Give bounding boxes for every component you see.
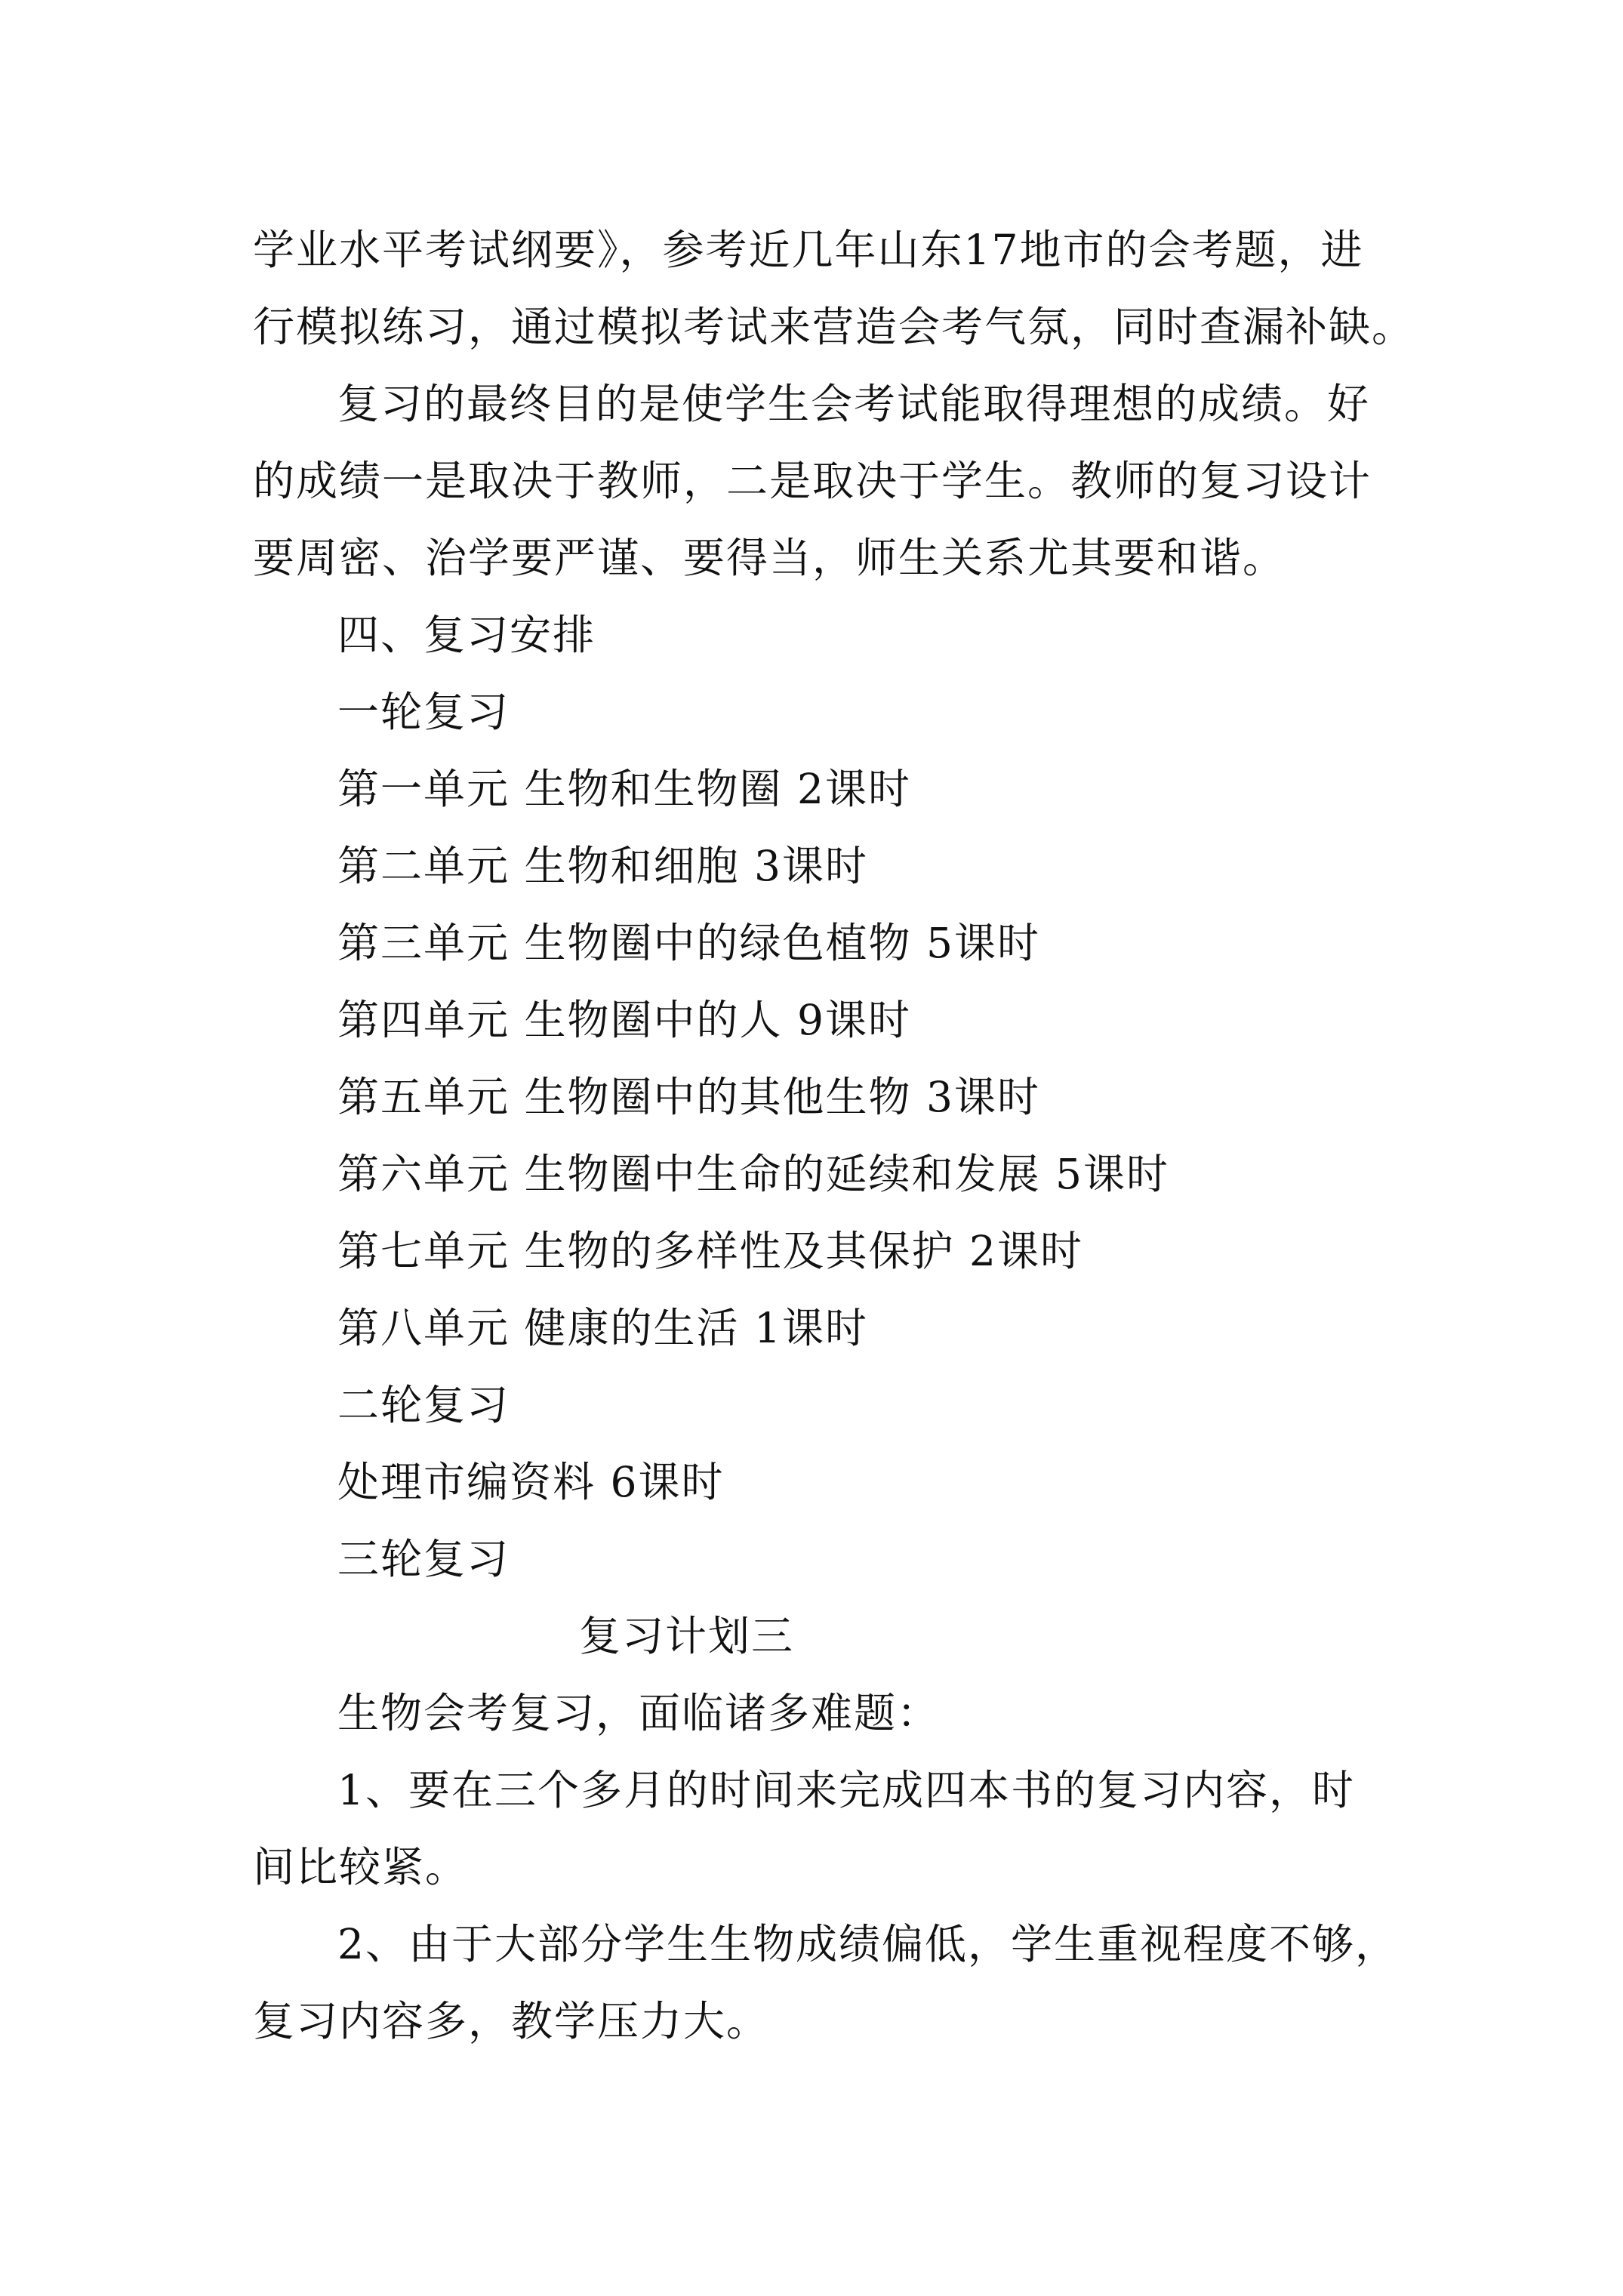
round2-heading: 二轮复习 (337, 1381, 510, 1429)
unit-item: 第一单元 生物和生物圈 2课时 (337, 765, 911, 813)
unit-list (253, 750, 1385, 1367)
text-line: 复习内容多，教学压力大。 (253, 1997, 770, 2045)
round2-item: 处理市编资料 6课时 (337, 1458, 725, 1506)
round3-heading: 三轮复习 (337, 1535, 510, 1583)
section-heading: 四、复习安排 (337, 611, 596, 659)
text-line: 2、由于大部分学生生物成绩偏低，学生重视程度不够， (337, 1920, 1398, 1968)
text-line: 复习的最终目的是使学生会考试能取得理想的成绩。好 (337, 380, 1371, 428)
intro-line: 生物会考复习，面临诸多难题： (337, 1689, 941, 1737)
unit-item: 第七单元 生物的多样性及其保护 2课时 (337, 1227, 1083, 1275)
unit-item: 第四单元 生物圈中的人 9课时 (337, 996, 911, 1044)
document-body (253, 211, 1415, 2060)
text-line: 1、要在三个多月的时间来完成四本书的复习内容，时 (337, 1766, 1355, 1814)
unit-item: 第二单元 生物和细胞 3课时 (337, 842, 868, 890)
unit-item: 第八单元 健康的生活 1课时 (337, 1304, 868, 1352)
point-2 (253, 1906, 1398, 2060)
paragraph-exam-outline (253, 211, 1415, 365)
text-line: 间比较紧。 (253, 1843, 469, 1891)
unit-item: 第五单元 生物圈中的其他生物 3课时 (337, 1073, 1040, 1121)
text-line: 要周密、治学要严谨、要得当，师生关系尤其要和谐。 (253, 534, 1286, 582)
unit-item: 第三单元 生物圈中的绿色植物 5课时 (337, 919, 1040, 967)
unit-item: 第六单元 生物圈中生命的延续和发展 5课时 (337, 1150, 1169, 1198)
paragraph-review-goal (253, 365, 1385, 596)
text-line: 的成绩一是取决于教师，二是取决于学生。教师的复习设计 (253, 457, 1372, 505)
text-line: 学业水平考试纲要》，参考近几年山东17地市的会考题，进 (253, 226, 1364, 274)
point-1 (253, 1752, 1385, 1906)
plan-title: 复习计划三 (579, 1612, 795, 1660)
round1-heading: 一轮复习 (337, 688, 510, 736)
text-line: 行模拟练习，通过模拟考试来营造会考气氛，同时查漏补缺。 (253, 303, 1415, 351)
